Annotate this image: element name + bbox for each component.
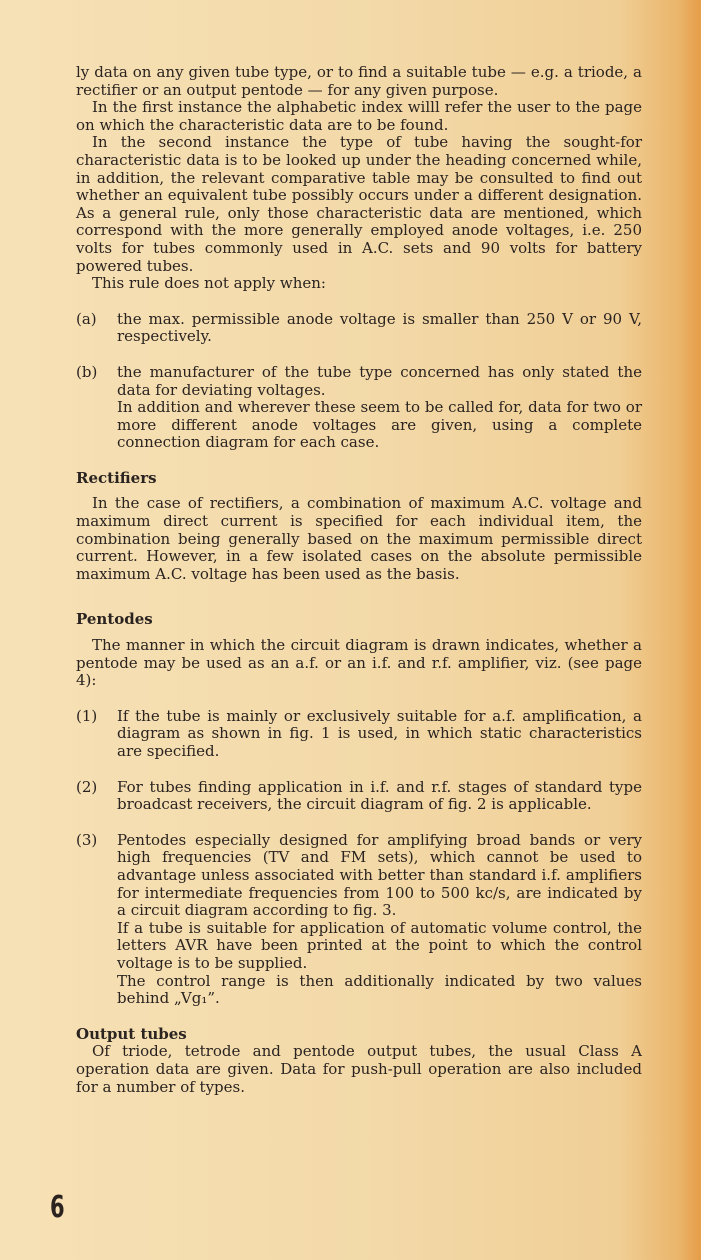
pentode-item-3-control-range: The control range is then additionally indicated by two values behind „Vg₁”.: [117, 971, 642, 1008]
rectifiers-heading: Rectifiers: [76, 468, 157, 487]
condition-b-label: (b): [76, 362, 98, 381]
intro-paragraph-1: ly data on any given tube type, or to find a suitable tube — e.g. a triode, a rectifier or an output pentode — for any given purpose.: [76, 63, 642, 99]
condition-b-extra: In addition and wherever these seem to be called for, data for two or more different anode voltages are given, using a complete connection diagram for each case.: [117, 398, 642, 452]
body-text: [76, 64, 642, 1096]
rectifiers-text: In the case of rectifiers, a combination of maximum A.C. voltage and maximum direct current is specified for each individual item, the combination being generally based on the maximum permissible direct current. However, in a few isolated cases on the absolute permissible maximum A.C. voltage has been used as the basis.: [76, 494, 642, 583]
condition-b-text: the manufacturer of the tube type concerned has only stated the data for deviating voltages.: [117, 362, 642, 399]
pentode-item-3: [76, 832, 642, 1008]
intro-paragraph-3: In the second instance the type of tube having the sought-for characteristic data is to be looked up under the heading concerned while, in addition, the relevant comparative table may be consulted to find out whether an equivalent tube possibly occurs under a different designation. As a general rule, only those characteristic data are mentioned, which correspond with the more generally employed anode voltages, i.e. 250 volts for tubes commonly used in A.C. sets and 90 volts for battery powered tubes.: [76, 133, 642, 275]
condition-a-label: (a): [76, 309, 97, 328]
pentode-item-1: [76, 708, 642, 761]
condition-a-text: the max. permissible anode voltage is smaller than 250 V or 90 V, respectively.: [117, 309, 642, 346]
pentode-item-1-text: If the tube is mainly or exclusively suitable for a.f. amplification, a diagram as shown in fig. 1 is used, in which static characteristics are specified.: [117, 706, 642, 760]
page-number: 6: [50, 1190, 65, 1225]
pentodes-text: The manner in which the circuit diagram is drawn indicates, whether a pentode may be used as an a.f. or an i.f. and r.f. amplifier, viz. (see page 4):: [76, 636, 642, 690]
pentode-item-3-avr: If a tube is suitable for application of automatic volume control, the letters AVR have been printed at the point to which the control voltage is to be supplied.: [117, 918, 642, 972]
pentodes-heading: Pentodes: [76, 610, 153, 629]
condition-a: [76, 311, 642, 346]
pentode-item-3-label: (3): [76, 830, 98, 849]
intro-paragraph-4: This rule does not apply when:: [92, 274, 326, 293]
output-tubes-text: Of triode, tetrode and pentode output tubes, the usual Class A operation data are given. Data for push-pull operation are also included for a number of types.: [76, 1042, 642, 1096]
pentode-item-1-label: (1): [76, 706, 98, 725]
pentode-item-3-text: Pentodes especially designed for amplifying broad bands or very high frequencies (TV and FM sets), which cannot be used to advantage unless associated with better than standard i.f. amplifiers for intermediate frequencies from 100 to 500 kc/s, are indicated by a circuit diagram according to fig. 3.: [117, 830, 642, 920]
output-tubes-heading: Output tubes: [76, 1024, 187, 1043]
pentode-item-2: [76, 779, 642, 814]
pentode-item-2-label: (2): [76, 777, 98, 796]
intro-paragraph-2: In the first instance the alphabetic index willl refer the user to the page on which the characteristic data are to be found.: [76, 98, 642, 134]
condition-b: [76, 364, 642, 452]
pentode-item-2-text: For tubes finding application in i.f. and r.f. stages of standard type broadcast receivers, the circuit diagram of fig. 2 is applicable.: [117, 777, 642, 814]
page-edge: [679, 0, 701, 1260]
